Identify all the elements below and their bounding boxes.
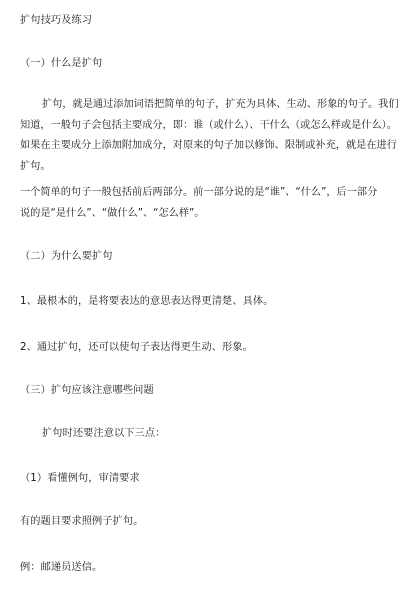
section-2-item-2: 2、通过扩句，还可以使句子表达得更生动、形象。 xyxy=(20,342,253,353)
point-1-text: 有的题目要求照例子扩句。 xyxy=(20,516,144,527)
paragraph-line: 扩句，就是通过添加词语把简单的句子，扩充为具体、生动、形象的句子。我们 xyxy=(42,99,399,110)
section-3-intro: 扩句时还要注意以下三点： xyxy=(42,428,166,439)
section-2-item-1: 1、最根本的，是将要表达的意思表达得更清楚、具体。 xyxy=(20,296,274,307)
paragraph-line: 知道，一般句子会包括主要成分，即：谁（或什么）、干什么（或怎么样或是什么）。 xyxy=(20,119,397,131)
paragraph-line: 一个简单的句子一般包括前后两部分。前一部分说的是“谁”、“什么”，后一部分 xyxy=(20,187,378,198)
example-line: 例：邮递员送信。 xyxy=(20,562,103,573)
point-1-heading: （1）看懂例句，审清要求 xyxy=(20,473,140,484)
section-1-paragraph-1 xyxy=(20,95,399,177)
section-1-heading: （一）什么是扩句 xyxy=(20,58,103,69)
document-title: 扩句技巧及练习 xyxy=(20,15,93,26)
section-2-heading: （二）为什么要扩句 xyxy=(20,251,113,262)
paragraph-line: 扩句。 xyxy=(20,160,51,172)
paragraph-line: 说的是“是什么”、“做什么”、“怎么样”。 xyxy=(20,207,205,219)
section-3-heading: （三）扩句应该注意哪些问题 xyxy=(20,385,154,396)
section-1-paragraph-2 xyxy=(20,183,377,224)
paragraph-line: 如果在主要成分上添加附加成分，对原来的句子加以修饰、限制或补充，就是在进行 xyxy=(20,140,397,151)
